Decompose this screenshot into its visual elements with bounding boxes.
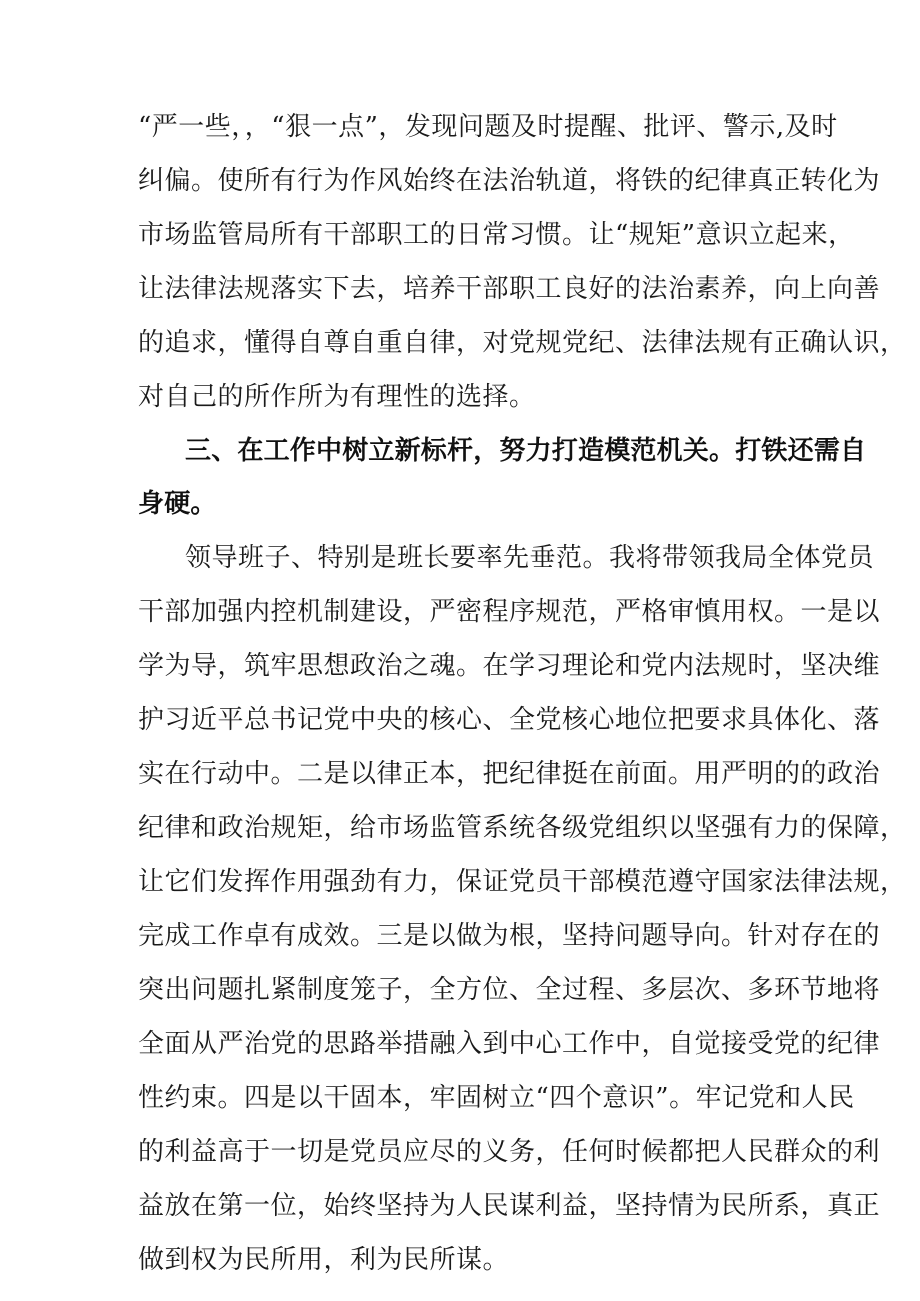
text-line: 领导班子、特别是班长要率先垂范。我将带领我局全体党员: [185, 543, 875, 573]
text-line: 的利益高于一切是党员应尽的义务，任何时候都把人民群众的利: [138, 1137, 881, 1167]
text-line: “严一些，，“狠一点”，发现问题及时提醒、批评、警示,及时: [138, 112, 838, 142]
text-line: 纪律和政治规矩，给市场监管系统各级党组织以坚强有力的保障，: [138, 813, 907, 843]
text-line: 护习近平总书记党中央的核心、全党核心地位把要求具体化、落: [138, 705, 881, 735]
text-line: 市场监管局所有干部职工的日常习惯。让“规矩”意识立起来，: [138, 220, 855, 250]
heading-line: 身硬。: [138, 489, 217, 519]
text-line: 的追求，懂得自尊自重自律，对党规党纪、法律法规有正确认识，: [138, 328, 907, 358]
text-line: 对自己的所作所为有理性的选择。: [138, 382, 536, 412]
text-line: 全面从严治党的思路举措融入到中心工作中，自觉接受党的纪律: [138, 1029, 881, 1059]
text-line: 益放在第一位，始终坚持为人民谋利益，坚持情为民所系，真正: [138, 1191, 881, 1221]
text-line: 让法律法规落实下去，培养干部职工良好的法治素养，向上向善: [138, 274, 881, 304]
text-line: 让它们发挥作用强劲有力，保证党员干部模范遵守国家法律法规，: [138, 867, 907, 897]
text-line: 干部加强内控机制建设，严密程序规范，严格审慎用权。一是以: [138, 597, 881, 627]
text-line: 性约束。四是以干固本，牢固树立“四个意识”。牢记党和人民: [138, 1083, 855, 1113]
text-line: 完成工作卓有成效。三是以做为根，坚持问题导向。针对存在的: [138, 921, 881, 951]
text-line: 学为导，筑牢思想政治之魂。在学习理论和党内法规时，坚决维: [138, 651, 881, 681]
heading-line: 三、在工作中树立新标杆，努力打造模范机关。打铁还需自: [185, 436, 867, 466]
text-line: 做到权为民所用，利为民所谋。: [138, 1245, 510, 1275]
text-line: 实在行动中。二是以律正本，把纪律挺在前面。用严明的的政治: [138, 759, 881, 789]
text-line: 突出问题扎紧制度笼子，全方位、全过程、多层次、多环节地将: [138, 975, 881, 1005]
text-line: 纠偏。使所有行为作风始终在法治轨道，将铁的纪律真正转化为: [138, 166, 881, 196]
